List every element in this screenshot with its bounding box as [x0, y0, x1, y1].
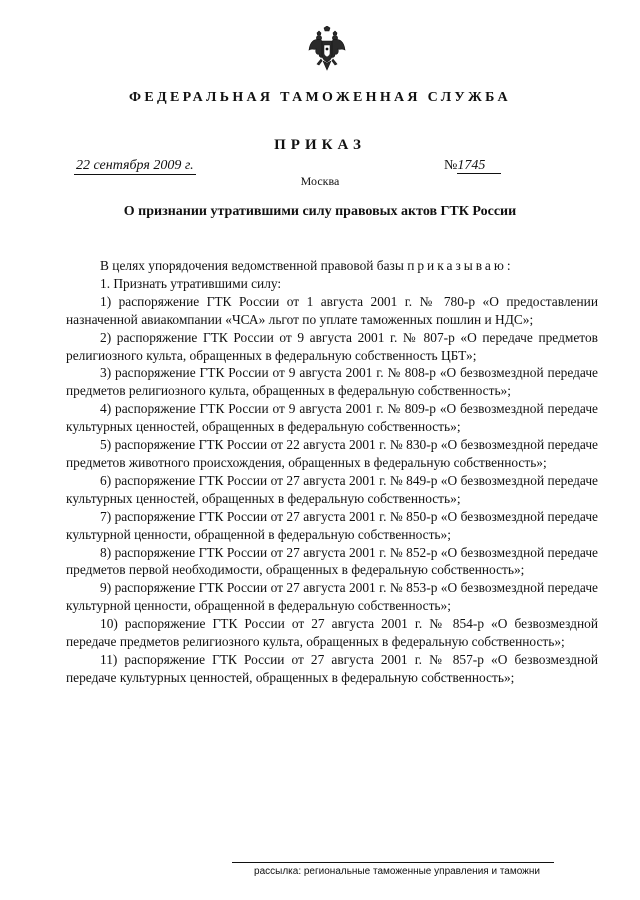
footer-divider	[232, 862, 554, 863]
list-item: 3) распоряжение ГТК России от 9 августа 2001 г. № 808-р «О безвозмездной передаче предметов религиозного культа, обращенных в федеральную собственность»;	[66, 365, 598, 399]
list-item: 2) распоряжение ГТК России от 9 августа 2001 г. № 807-р «О передаче предметов религиозного культа, обращенных в федеральную собственность ЦБТ»;	[66, 329, 598, 363]
double-headed-eagle-icon	[308, 26, 346, 72]
list-item: 4) распоряжение ГТК России от 9 августа 2001 г. № 809-р «О безвозмездной передаче культурных ценностей, обращенных в федеральную собственность»;	[66, 401, 598, 435]
intro-paragraph	[66, 257, 598, 275]
list-item: 1) распоряжение ГТК России от 1 августа 2001 г. № 780-р «О предоставлении назначенной авиакомпании «ЧСА» льгот по уплате таможенных пошлин и НДС»;	[66, 293, 598, 327]
distribution-line-1: рассылка: региональные таможенные управления и таможни	[254, 866, 540, 877]
distribution-footer	[232, 865, 562, 879]
document-title: О признании утратившими силу правовых актов ГТК России	[123, 204, 517, 219]
order-number	[444, 158, 501, 174]
intro-text: В целях упорядочения ведомственной правовой базы	[100, 258, 408, 273]
document-type: ПРИКАЗ	[274, 137, 366, 153]
list-item: 9) распоряжение ГТК России от 27 августа 2001 г. № 853-р «О безвозмездной передаче культурной ценности, обращенной в федеральную собственность»;	[66, 580, 598, 614]
list-item: 7) распоряжение ГТК России от 27 августа 2001 г. № 850-р «О безвозмездной передаче культурной ценности, обращенной в федеральную собственность»;	[66, 508, 598, 542]
order-number-value: 1745	[457, 158, 501, 174]
point-1: 1. Признать утратившими силу:	[100, 275, 282, 291]
list-item: 10) распоряжение ГТК России от 27 августа 2001 г. № 854-р «О безвозмездной передаче предметов религиозного культа, обращенных в федеральную собственность»;	[66, 616, 598, 650]
list-item: 11) распоряжение ГТК России от 27 августа 2001 г. № 857-р «О безвозмездной передаче культурных ценностей, обращенных в федеральную собственность»;	[66, 651, 598, 685]
order-number-prefix: №	[444, 158, 458, 173]
order-date: 22 сентября 2009 г.	[76, 158, 194, 173]
document-body	[66, 257, 598, 687]
list-item: 8) распоряжение ГТК России от 27 августа 2001 г. № 852-р «О безвозмездной передаче предметов первой необходимости, обращенных в федеральную собственность»;	[66, 544, 598, 578]
city: Москва	[300, 174, 340, 188]
list-item: 6) распоряжение ГТК России от 27 августа 2001 г. № 849-р «О безвозмездной передаче культурных ценностей, обращенных в федеральную собственность»;	[66, 472, 598, 506]
agency-name: ФЕДЕРАЛЬНАЯ ТАМОЖЕННАЯ СЛУЖБА	[129, 90, 511, 105]
list-item: 5) распоряжение ГТК России от 22 августа 2001 г. № 830-р «О безвозмездной передаче предметов животного происхождения, обращенных в федеральную собственность»;	[66, 437, 598, 470]
intro-verb: приказываю:	[407, 258, 514, 273]
